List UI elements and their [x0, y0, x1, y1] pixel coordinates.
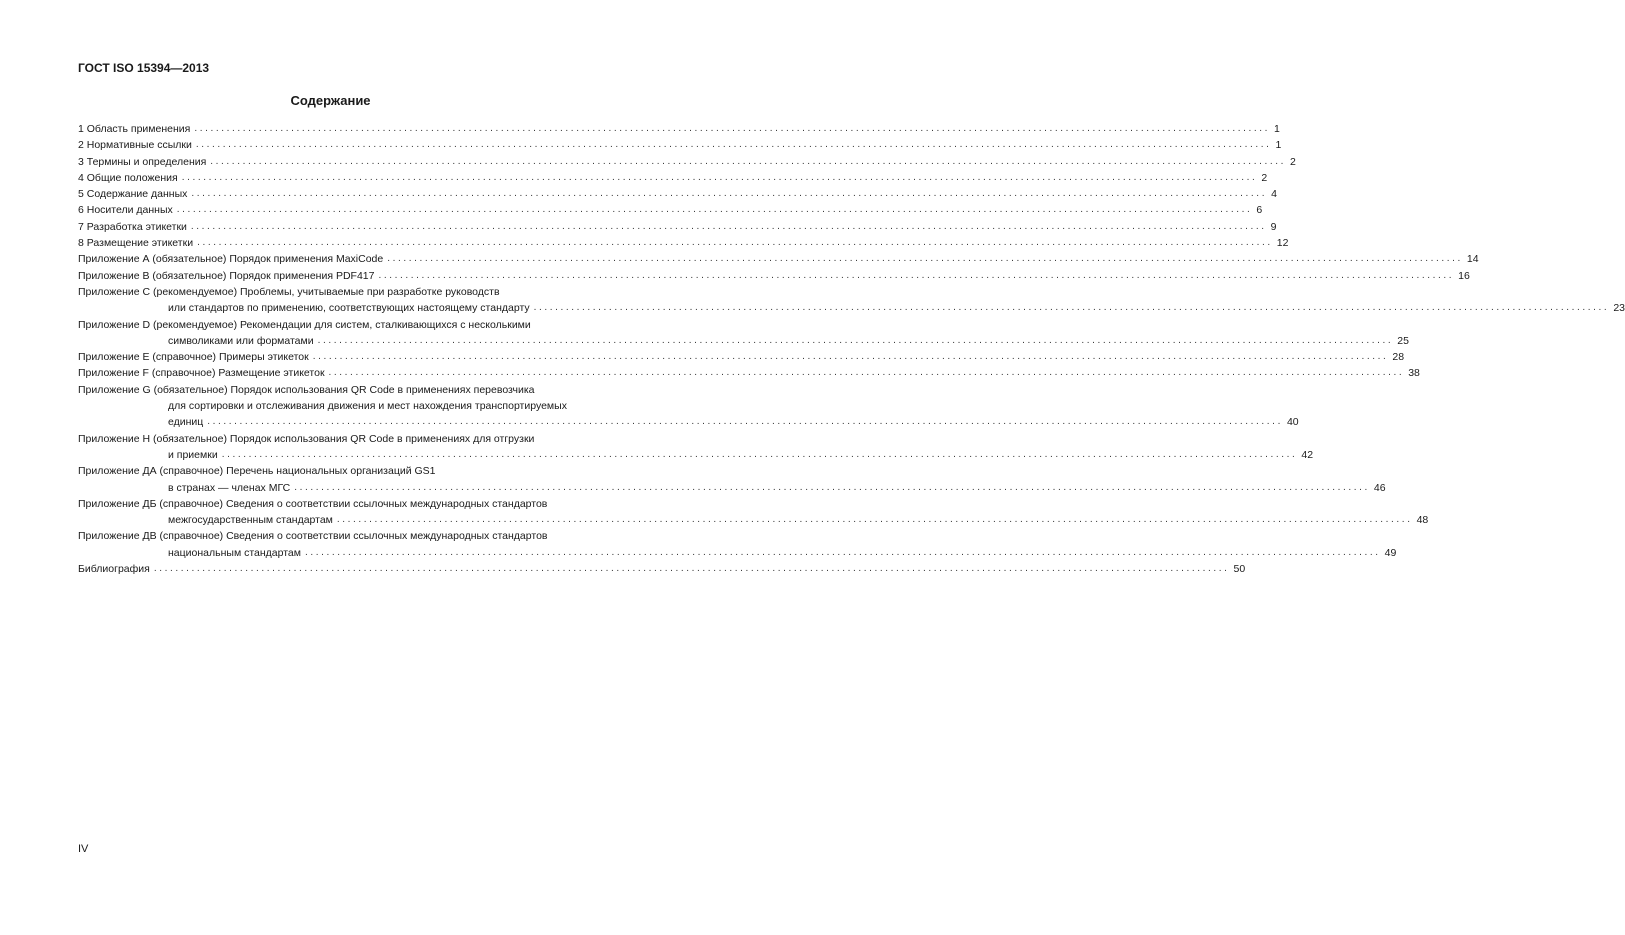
- toc-entry-line: [78, 512, 1429, 528]
- toc-entry-text: национальным стандартам: [168, 546, 301, 559]
- toc-page-number: 12: [1276, 237, 1289, 250]
- toc-entry-text: в странах — членах МГС: [168, 481, 291, 494]
- toc-page-number: 28: [1392, 351, 1405, 364]
- toc-entry-line: [78, 480, 1386, 496]
- toc-entry[interactable]: [78, 382, 1299, 431]
- toc-entry-text: Приложение G (обязательное) Порядок использования QR Code в применениях перевозчика: [78, 383, 535, 396]
- toc-entry-text: Приложение Е (справочное) Примеры этикеток: [78, 351, 309, 364]
- dot-leader: ........................................................................................................................................................................................................: [294, 481, 1370, 493]
- dot-leader: ........................................................................................................................................................................................................: [328, 367, 1405, 379]
- dot-leader: ........................................................................................................................................................................................................: [153, 563, 1230, 575]
- toc-entry-line: [78, 268, 1470, 284]
- toc-entry[interactable]: [78, 496, 1429, 529]
- toc-entry-text: Приложение ДА (справочное) Перечень национальных организаций GS1: [78, 465, 436, 478]
- toc-entry-text: Приложение ДБ (справочное) Сведения о соответствии ссылочных международных стандартов: [78, 497, 548, 510]
- toc-page-number: 50: [1233, 563, 1246, 576]
- toc-entry[interactable]: [78, 365, 1420, 381]
- toc-page-number: 46: [1373, 481, 1386, 494]
- toc-entry-text: Приложение D (рекомендуемое) Рекомендации для систем, сталкивающихся с несколькими: [78, 318, 531, 331]
- toc-page-number: 48: [1416, 514, 1429, 527]
- dot-leader: ........................................................................................................................................................................................................: [387, 253, 1463, 265]
- toc-entry[interactable]: [78, 561, 1246, 577]
- toc-entry-line: [78, 382, 613, 398]
- dot-leader: ........................................................................................................................................................................................................: [210, 155, 1286, 167]
- toc-page-number: 49: [1384, 546, 1397, 559]
- toc-entry-line: [78, 528, 613, 544]
- toc-entry-text: Приложение F (справочное) Размещение этикеток: [78, 367, 325, 380]
- toc-entry-line: [78, 235, 1289, 251]
- toc-entry[interactable]: [78, 154, 1296, 170]
- toc-entry-line: [78, 170, 1268, 186]
- toc-entry-line: [78, 186, 1277, 202]
- toc-page-number: 14: [1466, 253, 1479, 266]
- toc-entry-text: 8 Размещение этикетки: [78, 237, 194, 250]
- toc-entry-line: [78, 284, 613, 300]
- toc-entry[interactable]: [78, 463, 1386, 496]
- toc-entry-text: 6 Носители данных: [78, 204, 173, 217]
- toc-entry[interactable]: [78, 431, 1314, 464]
- toc-entry-text: межгосударственным стандартам: [168, 514, 333, 527]
- dot-leader: ........................................................................................................................................................................................................: [312, 351, 1389, 363]
- toc-entry-line: [78, 561, 1246, 577]
- toc-entry-text: или стандартов по применению, соответствующих настоящему стандарту: [168, 302, 530, 315]
- toc-entry-text: для сортировки и отслеживания движения и мест нахождения транспортируемых: [168, 400, 567, 413]
- toc-page-number: 38: [1408, 367, 1420, 380]
- toc-page-number: 1: [1274, 123, 1280, 135]
- toc-entry[interactable]: [78, 170, 1268, 186]
- toc-page-number: 40: [1286, 416, 1299, 429]
- toc-entry[interactable]: [78, 219, 1277, 235]
- toc-entry-line: [78, 447, 1314, 463]
- toc-entry-text: Библиография: [78, 563, 150, 576]
- document-header: ГОСТ ISO 15394—2013: [78, 61, 210, 75]
- toc-entry-line: [78, 545, 1397, 561]
- dot-leader: ........................................................................................................................................................................................................: [207, 416, 1283, 428]
- toc-page-number: 16: [1458, 269, 1470, 282]
- toc-entry-text: и приемки: [168, 448, 218, 461]
- dot-leader: ........................................................................................................................................................................................................: [304, 546, 1381, 558]
- toc-entry-line: [78, 365, 1420, 381]
- dot-leader: ........................................................................................................................................................................................................: [194, 123, 1270, 134]
- toc-entry[interactable]: [78, 235, 1289, 251]
- toc-entry-text: Приложение В (обязательное) Порядок применения PDF417: [78, 269, 375, 282]
- dot-leader: ........................................................................................................................................................................................................: [378, 269, 1455, 281]
- dot-leader: ........................................................................................................................................................................................................: [181, 171, 1258, 183]
- dot-leader: ........................................................................................................................................................................................................: [197, 237, 1273, 249]
- page-number: IV: [78, 843, 89, 855]
- toc-entry[interactable]: [78, 349, 1405, 365]
- toc-entry-line: [78, 251, 1479, 267]
- toc-page-number: 1: [1275, 139, 1282, 152]
- toc-entry[interactable]: [78, 186, 1277, 202]
- toc-entry[interactable]: [78, 317, 1409, 350]
- toc-entry-text: 3 Термины и определения: [78, 155, 207, 168]
- toc-page-number: 2: [1261, 171, 1268, 184]
- dot-leader: ........................................................................................................................................................................................................: [190, 220, 1267, 232]
- toc-entry-text: 1 Область применения: [78, 123, 191, 135]
- toc-entry-line: [78, 463, 613, 479]
- dot-leader: ........................................................................................................................................................................................................: [195, 139, 1272, 151]
- toc-page-number: 25: [1397, 334, 1409, 347]
- toc-entry[interactable]: [78, 251, 1479, 267]
- toc-entry-text: Приложение Н (обязательное) Порядок использования QR Code в применениях для отгрузки: [78, 432, 535, 445]
- toc-page-number: 23: [1613, 302, 1625, 315]
- toc-entry-line: [78, 121, 1280, 137]
- toc-entry-text: символиками или форматами: [168, 334, 314, 347]
- toc-entry-text: единиц: [168, 416, 204, 429]
- toc-entry-line: [78, 349, 1405, 365]
- toc-entry-text: Приложение С (рекомендуемое) Проблемы, учитываемые при разработке руководств: [78, 285, 500, 298]
- dot-leader: ........................................................................................................................................................................................................: [221, 448, 1298, 460]
- toc-entry-text: Приложение А (обязательное) Порядок применения MaxiCode: [78, 253, 384, 266]
- dot-leader: ........................................................................................................................................................................................................: [176, 204, 1253, 216]
- toc-entry-line: [78, 300, 1625, 316]
- toc-entry-line: [78, 317, 613, 333]
- toc-page-number: 4: [1271, 188, 1277, 201]
- toc-entry-text: 2 Нормативные ссылки: [78, 139, 192, 152]
- table-of-contents: [78, 121, 1625, 577]
- dot-leader: ........................................................................................................................................................................................................: [336, 514, 1413, 526]
- toc-entry-line: [78, 431, 613, 447]
- toc-entry-line: [78, 154, 1296, 170]
- toc-entry-text: 5 Содержание данных: [78, 188, 188, 201]
- toc-page-number: 2: [1289, 155, 1296, 168]
- toc-entry[interactable]: [78, 284, 1625, 317]
- toc-entry-line: [78, 333, 1409, 349]
- toc-page-number: 6: [1256, 204, 1263, 217]
- dot-leader: ........................................................................................................................................................................................................: [533, 302, 1610, 314]
- toc-entry-text: Приложение ДВ (справочное) Сведения о соответствии ссылочных международных стандартов: [78, 530, 548, 543]
- toc-entry-text: 7 Разработка этикетки: [78, 220, 187, 233]
- dot-leader: ........................................................................................................................................................................................................: [317, 334, 1394, 346]
- dot-leader: ........................................................................................................................................................................................................: [191, 188, 1268, 200]
- toc-entry[interactable]: [78, 121, 1280, 137]
- toc-entry-line: [78, 202, 1263, 218]
- toc-page-number: 42: [1301, 448, 1314, 461]
- toc-page-number: 9: [1270, 220, 1277, 233]
- toc-entry-line: [78, 414, 1299, 430]
- toc-entry-line: [78, 137, 1282, 153]
- toc-entry-line: [78, 496, 613, 512]
- toc-entry-line: [78, 398, 613, 414]
- toc-entry[interactable]: [78, 268, 1470, 284]
- toc-entry[interactable]: [78, 137, 1282, 153]
- toc-entry[interactable]: [78, 528, 1397, 561]
- toc-entry-text: 4 Общие положения: [78, 171, 178, 184]
- toc-entry-line: [78, 219, 1277, 235]
- toc-entry[interactable]: [78, 202, 1263, 218]
- toc-title: Содержание: [290, 93, 371, 108]
